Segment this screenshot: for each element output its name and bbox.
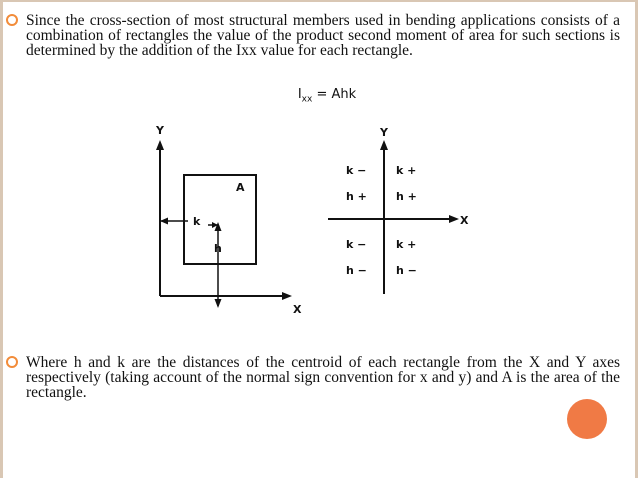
bullet-text-1: Since the cross-section of most structural members used in bending applications consists of a combination of rectangles the value of the product second moment of area for such sections is determined by the addition of the Ixx value for each rectangle. [26,12,620,59]
right-y-axis-label: Y [380,126,388,139]
formula-lhs: I [297,87,302,102]
bullet-text-2: Where h and k are the distances of the centroid of each rectangle from the X and Y axes respectively (taking account of the normal sign convention for x and y) and A is the area of the rectangle. [26,354,620,401]
quadrant-top-left-h: h + [346,190,367,203]
left-y-axis-label: Y [156,124,164,137]
formula-subscript: xx [301,94,313,105]
quadrant-top-right-k: k + [396,164,417,177]
frame-left-border [0,0,3,478]
right-figure-sign-convention [318,124,478,300]
left-x-axis-label: X [293,303,302,316]
frame-top-border [0,0,638,2]
right-x-axis-label: X [460,214,469,227]
quadrant-bottom-left-k: k − [346,238,367,251]
quadrant-top-left-k: k − [346,164,367,177]
bullet-paragraph-2 [26,355,620,400]
formula-ixx [0,87,638,105]
bullet-circle-icon [6,14,18,26]
left-h-label: h [214,242,222,255]
left-k-label: k [193,215,201,228]
left-figure-rectangle-diagram [140,118,320,318]
quadrant-top-right-h: h + [396,190,417,203]
decorative-orange-circle [567,399,607,439]
quadrant-bottom-left-h: h − [346,264,367,277]
left-area-label: A [236,181,245,194]
quadrant-bottom-right-k: k + [396,238,417,251]
quadrant-bottom-right-h: h − [396,264,417,277]
formula-rhs: = Ahk [316,87,357,102]
bullet-circle-icon [6,356,18,368]
bullet-paragraph-1 [26,13,620,58]
